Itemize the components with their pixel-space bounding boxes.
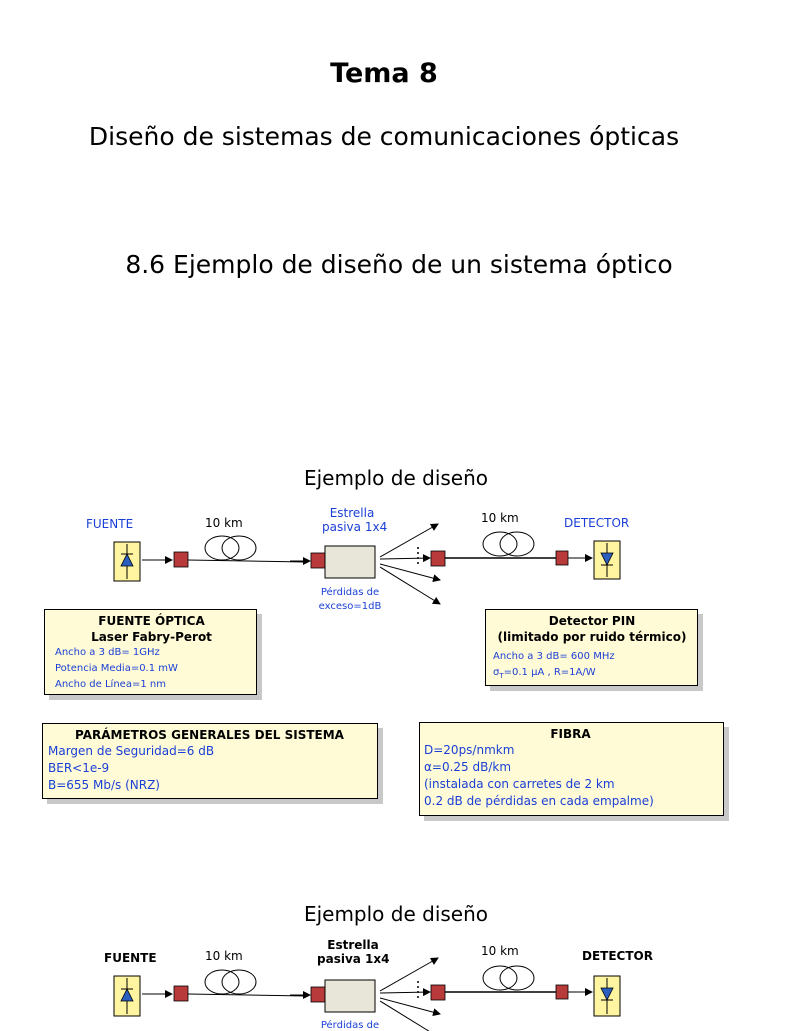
- fiber-length-label: 10 km: [205, 516, 243, 530]
- star-coupler-icon: [325, 546, 375, 578]
- connector-icon: [311, 553, 325, 568]
- arrow: [380, 558, 430, 559]
- connector-icon: [174, 986, 188, 1001]
- pin-detector-box: Detector PIN (limitado por ruido térmico) Ancho a 3 dB= 600 MHz $\sigma_T=0.1$ μA , R=1A/W: [485, 609, 698, 686]
- laser-source-icon: [114, 542, 140, 581]
- fiber-coil-icon: [188, 970, 306, 996]
- slide-example-1: [0, 462, 768, 842]
- fiber-length-label: 10 km: [481, 944, 519, 958]
- ellipsis-icon: [417, 981, 419, 998]
- noise-responsivity-line: $\sigma_T=0.1$ μA , R=1A/W: [493, 667, 596, 680]
- connector-icon: [431, 985, 445, 1000]
- source-label: FUENTE: [104, 951, 157, 965]
- page-title: Tema 8: [330, 58, 438, 89]
- connector-icon: [556, 985, 568, 999]
- star-coupler-icon: [325, 980, 375, 1012]
- connector-icon: [556, 551, 568, 565]
- star-coupler-label: Estrella pasiva 1x4: [317, 938, 390, 966]
- photodetector-icon: [594, 976, 620, 1016]
- source-label: FUENTE: [86, 517, 134, 531]
- connector-icon: [431, 551, 445, 566]
- star-coupler-label: Estrella pasiva 1x4: [322, 506, 388, 534]
- fiber-coil-icon: [445, 966, 556, 992]
- fiber-length-label: 10 km: [205, 949, 243, 963]
- fiber-coil-icon: [188, 536, 306, 562]
- arrow: [380, 992, 430, 993]
- excess-loss-label: Pérdidas de: [320, 1020, 380, 1031]
- detector-label: DETECTOR: [564, 516, 630, 530]
- slide-title: Ejemplo de diseño: [303, 466, 489, 490]
- excess-loss-label: Pérdidas de exceso=1dB: [318, 587, 382, 612]
- slide-title: Ejemplo de diseño: [303, 902, 489, 926]
- slide-example-2: [0, 898, 768, 1031]
- ellipsis-icon: [417, 547, 419, 564]
- fiber-length-label: 10 km: [481, 511, 519, 525]
- fiber-coil-icon: [445, 532, 556, 558]
- laser-source-icon: [114, 976, 140, 1016]
- photodetector-icon: [594, 541, 620, 579]
- page-subtitle: Diseño de sistemas de comunicaciones ópticas: [88, 122, 680, 151]
- connector-icon: [174, 552, 188, 567]
- section-title: 8.6 Ejemplo de diseño de un sistema óptico: [125, 250, 673, 279]
- connector-icon: [311, 987, 325, 1002]
- system-parameters-box: PARÁMETROS GENERALES DEL SISTEMA Margen de Seguridad=6 dB BER<1e-9 B=655 Mb/s (NRZ): [42, 723, 378, 799]
- optical-source-box: FUENTE ÓPTICA Laser Fabry-Perot Ancho a 3 dB= 1GHz Potencia Media=0.1 mW Ancho de Línea=1 nm: [44, 609, 257, 695]
- arrow: [380, 524, 438, 557]
- fiber-parameters-box: FIBRA D=20ps/nmkm α=0.25 dB/km (instalada con carretes de 2 km 0.2 dB de pérdidas en cada empalme): [419, 722, 724, 816]
- detector-label: DETECTOR: [582, 949, 653, 963]
